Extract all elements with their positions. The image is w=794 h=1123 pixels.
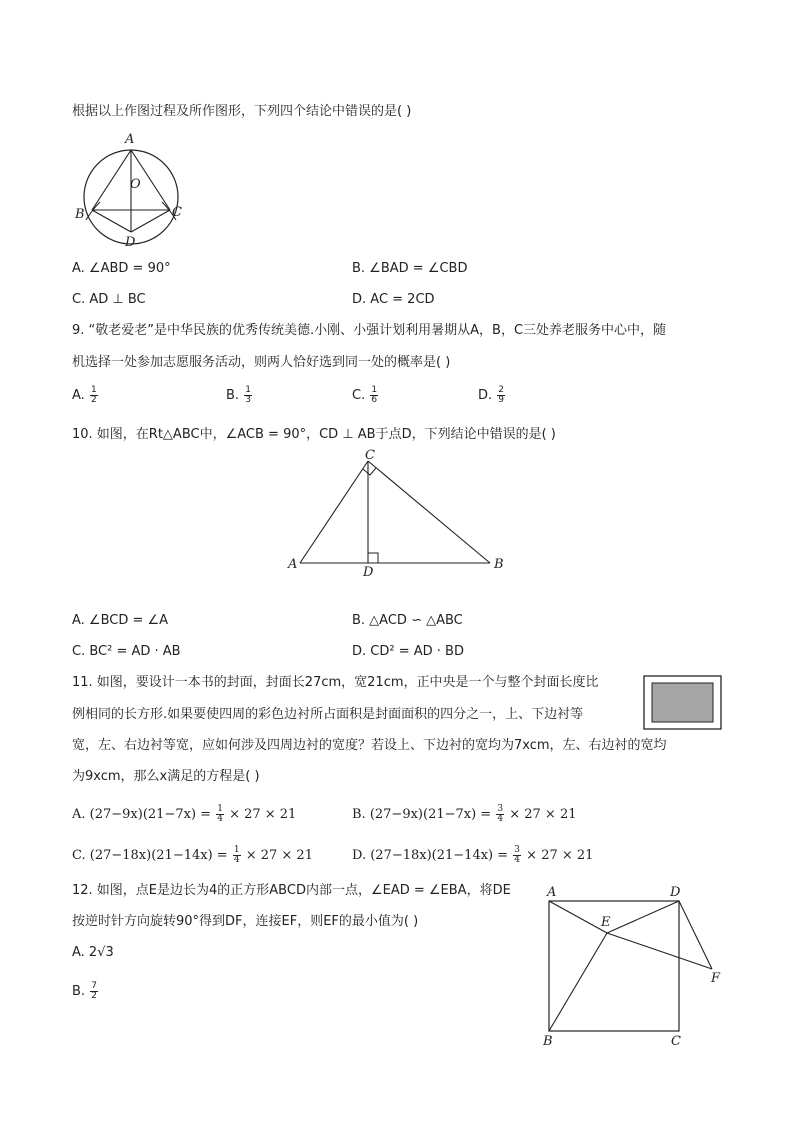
q9-option-b-label: B. (226, 388, 240, 403)
q9-option-d (478, 386, 506, 405)
label-a: A (547, 885, 557, 900)
q12-square-figure (535, 880, 735, 1050)
q11-option-a-left: A. (27−9x)(21−7x) = (72, 807, 212, 822)
label-c: C (172, 205, 182, 220)
label-f: F (711, 971, 721, 986)
q11-option-d-right: × 27 × 21 (526, 848, 594, 863)
q9-option-c (352, 386, 379, 405)
q11-option-d-left: D. (27−18x)(21−14x) = (352, 848, 509, 863)
numerator: 1 (245, 385, 251, 395)
q8-option-a: A. ∠ABD = 90° (72, 261, 171, 276)
fraction (244, 386, 252, 405)
q12-option-a: A. 2√3 (72, 945, 114, 960)
segment-ae (549, 901, 607, 933)
q11-option-b-left: B. (27−9x)(21−7x) = (352, 807, 492, 822)
fraction (90, 982, 98, 1001)
segment-bc (368, 461, 490, 563)
q11-option-c (72, 846, 313, 865)
q11-option-b-right: × 27 × 21 (509, 807, 577, 822)
fraction (513, 846, 521, 865)
q8-circle-figure (70, 128, 190, 250)
square-abcd (549, 901, 679, 1031)
q12-stem-line1: 12. 如图，点E是边长为4的正方形ABCD内部一点，∠EAD = ∠EBA，将DE (72, 883, 511, 898)
q11-cover-figure (643, 675, 723, 731)
label-a: A (125, 132, 135, 147)
numerator: 2 (498, 385, 505, 395)
q8-option-d: D. AC = 2CD (352, 292, 435, 307)
cover-inner-rect (652, 683, 713, 722)
label-e: E (601, 915, 611, 930)
q11-stem-line1: 11. 如图，要设计一本书的封面，封面长27cm，宽21cm，正中央是一个与整个封面长度比 (72, 675, 599, 690)
q10-option-d: D. CD² = AD · BD (352, 644, 464, 659)
label-c: C (671, 1034, 681, 1049)
q11-option-d (352, 846, 593, 865)
q12-stem-line2: 按逆时针方向旋转90°得到DF，连接EF，则EF的最小值为( ) (72, 914, 419, 929)
q9-stem-line1: 9. “敬老爱老”是中华民族的优秀传统美德.小刚、小强计划利用暑期从A，B，C三处养老服务中心中，随 (72, 323, 667, 338)
denominator: 6 (371, 395, 378, 405)
q11-stem-line4: 为9xcm，那么x满足的方程是( ) (72, 769, 260, 784)
fraction (233, 846, 241, 865)
q11-stem-line2: 例相同的长方形.如果要使四周的彩色边衬所占面积是封面面积的四分之一，上、下边衬等 (72, 707, 584, 722)
denominator: 4 (514, 855, 521, 865)
numerator: 3 (514, 845, 521, 855)
q9-option-c-label: C. (352, 388, 366, 403)
numerator: 1 (217, 804, 223, 814)
numerator: 1 (90, 385, 97, 395)
q10-option-c: C. BC² = AD · AB (72, 644, 181, 659)
segment-bd (92, 210, 131, 232)
q11-option-c-right: × 27 × 21 (245, 848, 313, 863)
fraction (90, 386, 98, 405)
q11-option-a-right: × 27 × 21 (229, 807, 297, 822)
q9-option-a (72, 386, 99, 405)
q8-stem: 根据以上作图过程及所作图形，下列四个结论中错误的是( ) (72, 104, 412, 119)
q11-option-a (72, 805, 296, 824)
numerator: 1 (371, 385, 378, 395)
segment-de (607, 901, 679, 933)
q12-option-b-label: B. (72, 984, 86, 999)
q9-option-b (226, 386, 253, 405)
fraction (216, 805, 224, 824)
label-d: D (125, 235, 136, 250)
denominator: 4 (497, 814, 504, 824)
segment-ac (300, 461, 368, 563)
segment-cd (131, 210, 170, 232)
segment-be (549, 933, 607, 1031)
fraction (497, 386, 505, 405)
denominator: 2 (90, 395, 97, 405)
q11-option-b (352, 805, 577, 824)
label-b: B (494, 557, 504, 572)
q11-stem-line3: 宽，左、右边衬等宽，应如何涉及四周边衬的宽度？若设上、下边衬的宽均为7xcm，左、右边衬的宽均 (72, 738, 667, 753)
segment-df (679, 901, 712, 969)
q11-option-c-left: C. (27−18x)(21−14x) = (72, 848, 228, 863)
segment-ab (92, 150, 131, 210)
fraction (496, 805, 504, 824)
label-a: A (288, 557, 298, 572)
right-angle-mark-d (368, 553, 378, 563)
label-d: D (363, 565, 374, 580)
q8-option-b: B. ∠BAD = ∠CBD (352, 261, 468, 276)
q12-option-b (72, 982, 99, 1001)
q10-option-b: B. △ACD ∽ △ABC (352, 613, 463, 628)
label-o: O (130, 177, 141, 192)
label-c: C (365, 448, 375, 463)
label-d: D (670, 885, 681, 900)
denominator: 4 (217, 814, 223, 824)
q9-option-a-label: A. (72, 388, 85, 403)
label-b: B (543, 1034, 553, 1049)
q8-option-c: C. AD ⊥ BC (72, 292, 146, 307)
denominator: 4 (233, 855, 240, 865)
q9-stem-line2: 机选择一处参加志愿服务活动，则两人恰好选到同一处的概率是( ) (72, 355, 451, 370)
right-angle-mark-c (363, 468, 376, 475)
q10-option-a: A. ∠BCD = ∠A (72, 613, 169, 628)
segment-ef (607, 933, 712, 969)
denominator: 3 (245, 395, 251, 405)
q9-option-d-label: D. (478, 388, 493, 403)
label-b: B (75, 207, 85, 222)
q10-triangle-figure (285, 445, 510, 580)
numerator: 7 (91, 981, 97, 991)
q10-stem: 10. 如图，在Rt△ABC中，∠ACB = 90°，CD ⊥ AB于点D，下列结论中错误的是( ) (72, 427, 556, 442)
denominator: 9 (498, 395, 505, 405)
denominator: 2 (91, 991, 97, 1001)
fraction (370, 386, 378, 405)
numerator: 1 (233, 845, 240, 855)
numerator: 3 (497, 804, 504, 814)
